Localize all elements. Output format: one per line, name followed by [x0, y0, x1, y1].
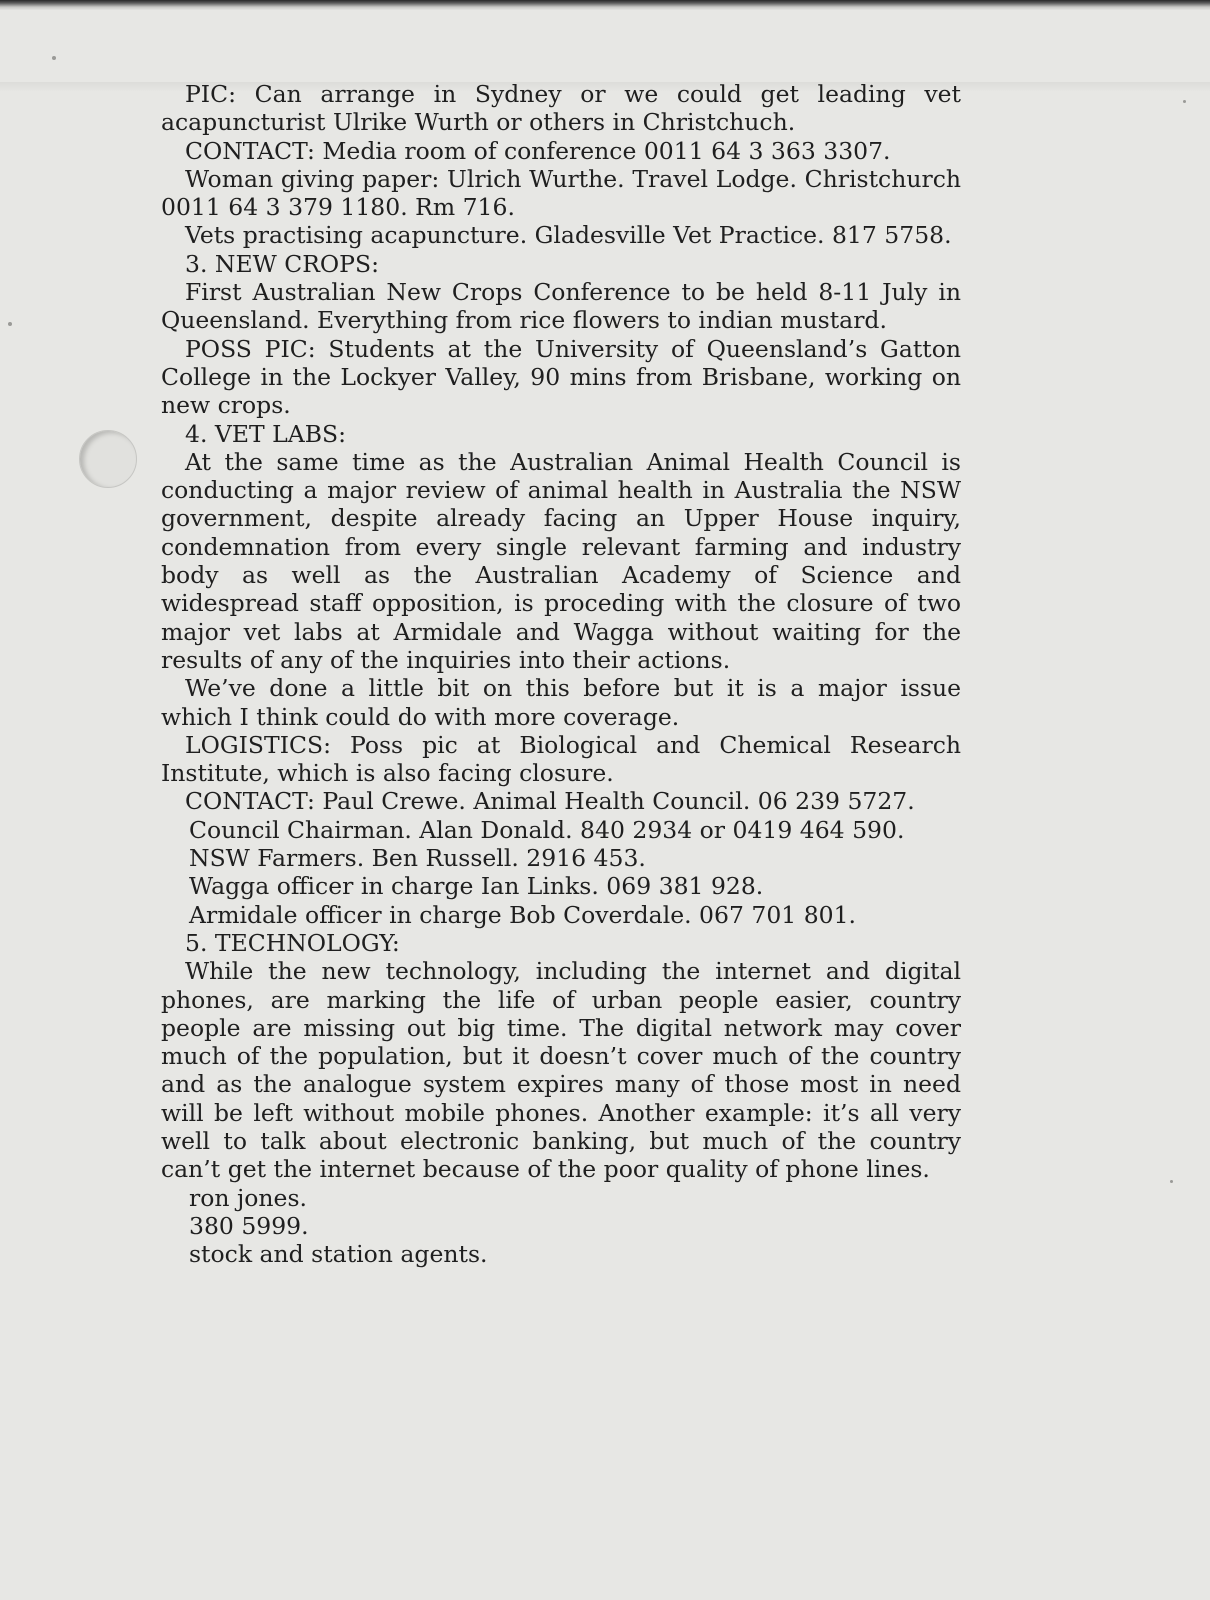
- vet-labs-paragraph: At the same time as the Australian Animal Health Council is conducting a major review of animal health in Australia the NSW government, despite already facing an Upper House inquiry, condemnation from every single relevant farming and industry body as well as the Australian Academy of Science and widespread staff opposition, is proceding with the closure of two major vet labs at Armidale and Wagga without waiting for the results of any of the inquiries into their actions.: [161, 447, 961, 674]
- contact-name: ron jones.: [189, 1183, 307, 1212]
- contact-line: NSW Farmers. Ben Russell. 2916 453.: [189, 844, 646, 873]
- new-crops-paragraph: First Australian New Crops Conference to be held 8-11 July in Queensland. Everything from rice flowers to indian mustard.: [161, 278, 961, 335]
- technology-paragraph: While the new technology, including the internet and digital phones, are marking the life of urban people easier, country people are missing out big time. The digital network may cover much of the population, but it doesn’t cover much of the country and as the analogue system expires many of those most in need will be left without mobile phones. Another example: it’s all very well to talk about electronic banking, but much of the country can’t get the internet because of the poor quality of phone lines.: [161, 957, 961, 1184]
- vet-practice-contact: Vets practising acapuncture. Gladesville Vet Practice. 817 5758.: [185, 221, 952, 250]
- contact-phone: 380 5999.: [189, 1211, 309, 1240]
- contact-line: Council Chairman. Alan Donald. 840 2934 or 0419 464 590.: [189, 815, 905, 844]
- contact-line: Armidale officer in charge Bob Coverdale. 067 701 801.: [189, 900, 857, 929]
- scan-edge: [0, 0, 1210, 10]
- contact-line: Wagga officer in charge Ian Links. 069 381 928.: [189, 872, 764, 901]
- punch-hole: [79, 430, 137, 488]
- contact-line: CONTACT: Media room of conference 0011 64 3 363 3307.: [185, 136, 891, 165]
- section-heading-vet-labs: 4. VET LABS:: [185, 419, 347, 448]
- document-text: [161, 80, 961, 1268]
- speaker-contact: Woman giving paper: Ulrich Wurthe. Travel Lodge. Christchurch 0011 64 3 379 1180. Rm 716.: [161, 164, 961, 222]
- contact-line: CONTACT: Paul Crewe. Animal Health Council. 06 239 5727.: [185, 787, 915, 816]
- section-heading-new-crops: 3. NEW CROPS:: [185, 249, 380, 278]
- section-heading-technology: 5. TECHNOLOGY:: [185, 928, 400, 957]
- paper-speck: [8, 322, 12, 326]
- contact-organisation: stock and station agents.: [189, 1240, 488, 1269]
- paper-speck: [1183, 100, 1186, 103]
- coverage-paragraph: We’ve done a little bit on this before but it is a major issue which I think could do with more coverage.: [161, 674, 961, 731]
- paper-speck: [52, 56, 56, 60]
- logistics-paragraph: LOGISTICS: Poss pic at Biological and Chemical Research Institute, which is also facing closure.: [161, 730, 961, 788]
- paper-speck: [1170, 1180, 1173, 1183]
- pic-note: PIC: Can arrange in Sydney or we could get leading vet acapuncturist Ulrike Wurth or others in Christchuch.: [161, 80, 961, 137]
- poss-pic-paragraph: POSS PIC: Students at the University of Queensland’s Gatton College in the Lockyer Valley, 90 mins from Brisbane, working on new crops.: [161, 334, 961, 420]
